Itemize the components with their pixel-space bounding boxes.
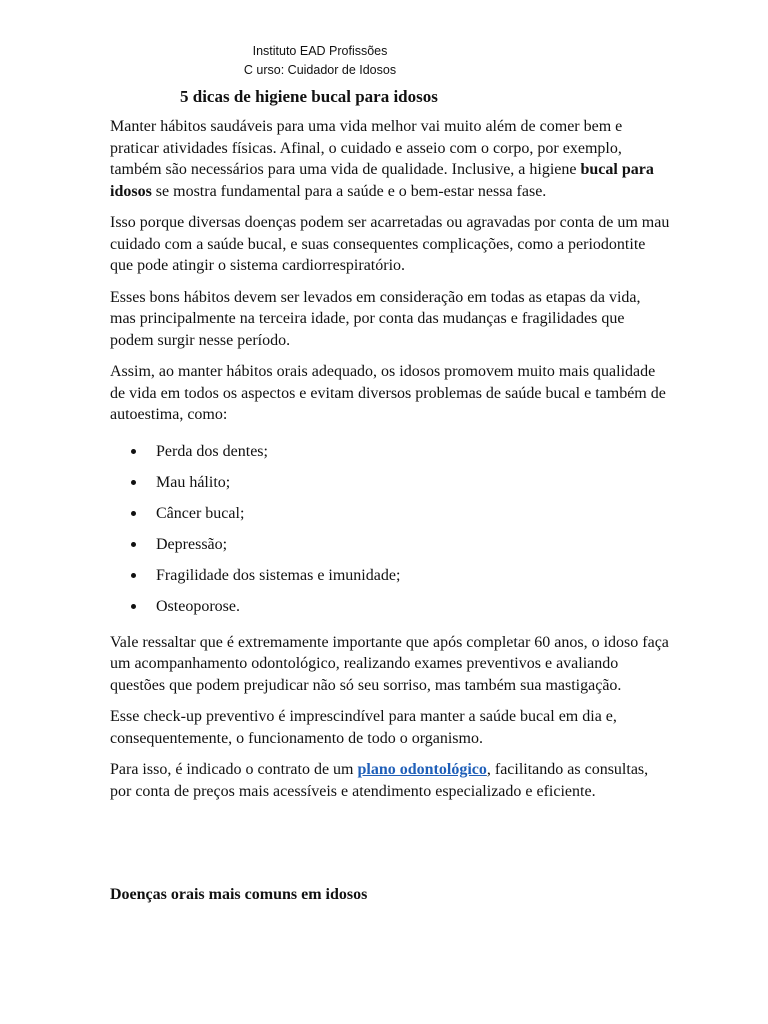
course-name: C urso: Cuidador de Idosos — [243, 63, 397, 77]
paragraph-6: Esse check-up preventivo é imprescindível para manter a saúde bucal em dia e, consequentemente, o funcionamento de todo o organismo. — [110, 708, 617, 747]
paragraph-intro-text-b: se mostra fundamental para a saúde e o bem-estar nessa fase. — [151, 182, 547, 200]
list-item-text: Perda dos dentes; — [156, 442, 268, 460]
paragraph-7-text-b: , facilitando as consultas, por conta de preços mais acessíveis e atendimento especializado e eficiente. — [110, 761, 649, 800]
paragraph-4: Assim, ao manter hábitos orais adequado, os idosos promovem muito mais qualidade de vida em todos os aspectos e evitam diversos problemas de saúde bucal e também de autoestima, como: — [110, 363, 666, 423]
paragraph-2: Isso porque diversas doenças podem ser acarretadas ou agravadas por conta de um mau cuidado com a saúde bucal, e suas consequentes complicações, como a periodontite que pode atingir o sistema cardiorrespiratório. — [110, 214, 670, 274]
list-item-text: Fragilidade dos sistemas e imunidade; — [156, 566, 401, 584]
bullet-icon — [131, 604, 136, 609]
bullet-icon — [131, 511, 136, 516]
list-item — [110, 591, 670, 622]
plano-odontologico-link[interactable]: plano odontológico — [357, 761, 487, 778]
paragraph-7-text-a: Para isso, é indicado o contrato de um — [110, 761, 358, 778]
list-item — [110, 560, 670, 591]
list-item — [110, 529, 670, 560]
article-title: 5 dicas de higiene bucal para idosos — [180, 87, 438, 106]
paragraph-7 — [110, 759, 670, 802]
document-header — [0, 42, 640, 80]
bullet-icon — [131, 542, 136, 547]
paragraph-5: Vale ressaltar que é extremamente importante que após completar 60 anos, o idoso faça um acompanhamento odontológico, realizando exames preventivos e avaliando questões que podem prejudicar não só seu sorriso, mas também sua mastigação. — [110, 633, 669, 694]
section-heading: Doenças orais mais comuns em idosos — [110, 886, 368, 903]
paragraph-intro-text-a: Manter hábitos saudáveis para uma vida melhor vai muito além de comer bem e praticar atividades físicas. Afinal, o cuidado e asseio com o corpo, por exemplo, também são necessários para uma vida de qualidade. Inclusive, a higiene — [110, 118, 623, 178]
bullet-icon — [131, 573, 136, 578]
list-item-text: Câncer bucal; — [156, 504, 245, 522]
paragraph-intro — [110, 116, 670, 202]
list-item-text: Osteoporose. — [156, 597, 240, 615]
article-body — [110, 116, 670, 812]
paragraph-3: Esses bons hábitos devem ser levados em consideração em todas as etapas da vida, mas principalmente na terceira idade, por conta das mudanças e fragilidades que podem surgir nesse período. — [110, 288, 641, 349]
paragraph-intro-bold: bucal para idosos — [110, 161, 654, 200]
bullet-icon — [131, 480, 136, 485]
list-item — [110, 467, 670, 498]
problems-list — [110, 436, 670, 622]
list-item — [110, 498, 670, 529]
bullet-icon — [131, 449, 136, 454]
list-item — [110, 436, 670, 467]
list-item-text: Depressão; — [156, 535, 228, 553]
list-item-text: Mau hálito; — [156, 473, 231, 491]
institute-name: Instituto EAD Profissões — [252, 44, 388, 58]
